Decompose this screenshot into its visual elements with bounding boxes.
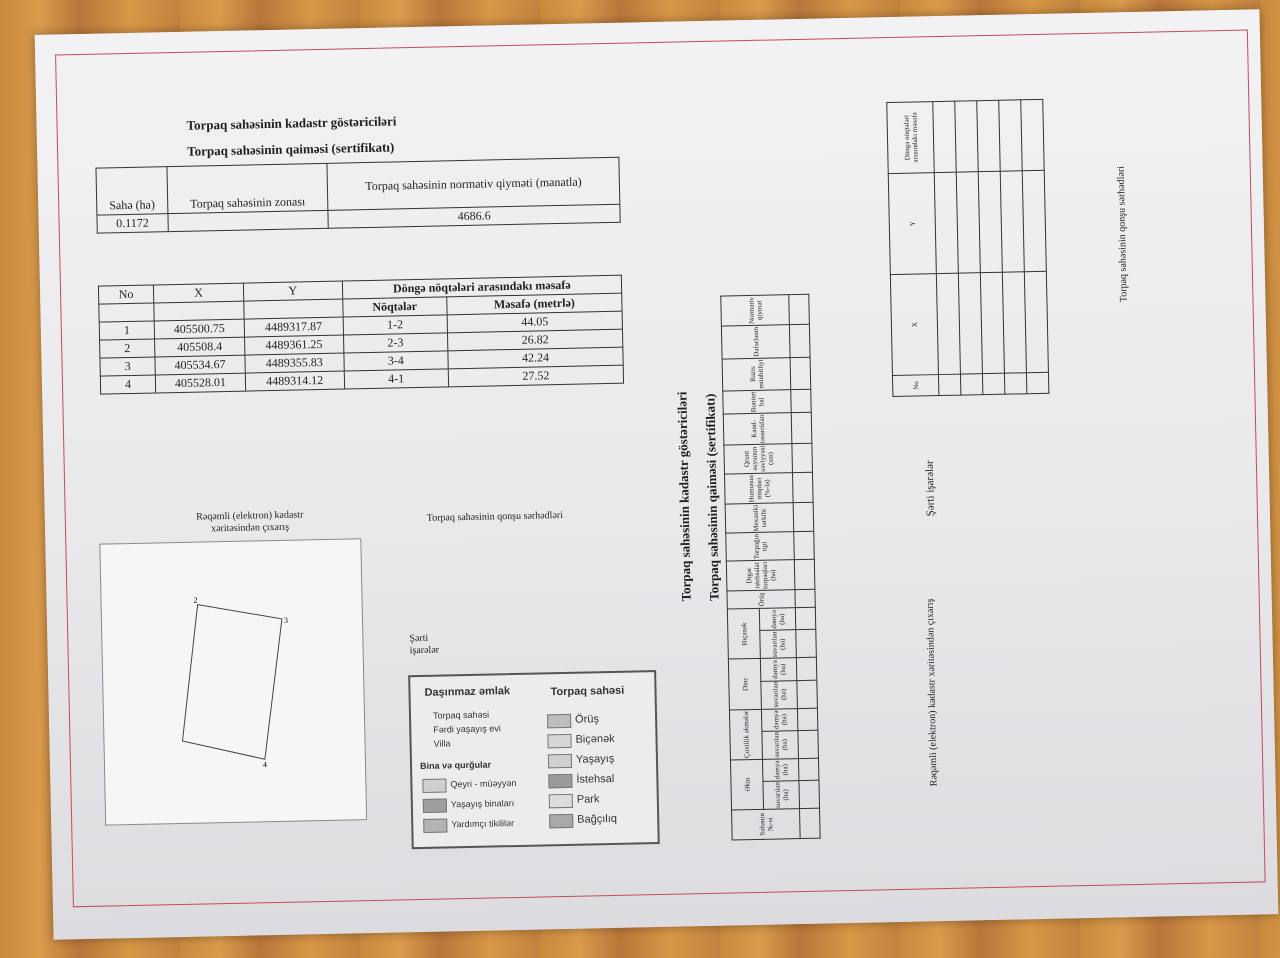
row-x: 405508.4 bbox=[155, 337, 245, 357]
legend-item: Bağçılıq bbox=[577, 812, 618, 826]
row-points: 4-1 bbox=[344, 369, 449, 389]
col-header: Torpağın tipi bbox=[726, 532, 795, 561]
row-distance: 26.82 bbox=[447, 329, 622, 351]
price-header: Torpaq sahəsinin normativ qiyməti (manatla) bbox=[327, 157, 620, 210]
sub-header: suvarılan (ha) bbox=[762, 730, 799, 759]
vertex-label: 4 bbox=[262, 760, 268, 770]
legend-item: Fərdi yaşayış evi bbox=[433, 723, 501, 735]
swatch-icon bbox=[548, 754, 572, 768]
neighbors-caption: Torpaq sahəsinin qonşu sərhədləri bbox=[426, 509, 564, 524]
legend-item: Villa bbox=[433, 738, 451, 749]
swatch-icon bbox=[423, 798, 447, 812]
coordinates-table bbox=[98, 275, 624, 395]
points-header: Nöqtələr bbox=[342, 297, 447, 317]
x-header: X bbox=[153, 283, 243, 303]
legend-caption: Şərti işarələr bbox=[409, 632, 440, 657]
right-map-caption: Rəqəmli (elektron) kadastr xəritəsindən çıxarış bbox=[924, 598, 940, 787]
col-header: Örüş bbox=[727, 590, 795, 609]
row-y: 4489317.87 bbox=[244, 317, 343, 337]
sub-header: suvarılan (ha) bbox=[761, 680, 798, 709]
sub-header: dəmyə (ha) bbox=[759, 608, 795, 631]
certificate-title: Torpaq sahəsinin qaiməsi (sertifikatı) bbox=[186, 139, 395, 159]
row-points: 2-3 bbox=[343, 333, 448, 353]
row-x: 405500.75 bbox=[154, 319, 244, 339]
row-y: 4489314.12 bbox=[245, 371, 344, 391]
legend-item: Yaşayış bbox=[575, 752, 615, 766]
right-coords-table bbox=[886, 99, 1049, 397]
no-header: No bbox=[98, 285, 153, 304]
sub-header: dəmyə (ha) bbox=[762, 758, 798, 781]
area-value: 0.1172 bbox=[97, 214, 168, 233]
col-header: Digər istehsalat torpaqları (ha) bbox=[726, 560, 795, 592]
right-neighbors-caption: Torpaq sahəsinin qonşu sərhədləri bbox=[1115, 165, 1130, 303]
right-legend-caption: Şərti işarələr bbox=[923, 460, 937, 517]
col-header: No bbox=[892, 375, 938, 397]
price-value: 4686.6 bbox=[328, 204, 620, 228]
zone-header: Torpaq sahəsinin zonası bbox=[167, 163, 329, 213]
legend-item: Yardımçı tikililər bbox=[451, 818, 515, 830]
legend-item: Park bbox=[576, 793, 600, 806]
row-distance: 27.52 bbox=[448, 365, 623, 387]
row-y: 4489355.83 bbox=[245, 353, 344, 373]
row-y: 4489361.25 bbox=[244, 335, 343, 355]
col-header: Döngə nöqtələri arasındakı məsafə bbox=[887, 102, 934, 174]
row-no: 4 bbox=[100, 375, 155, 394]
swatch-icon bbox=[548, 774, 572, 788]
row-distance: 42.24 bbox=[448, 347, 623, 369]
sub-header: dəmyə (ha) bbox=[760, 658, 796, 681]
zone-value bbox=[168, 210, 329, 231]
legend-immovable-heading: Daşınmaz əmlak bbox=[424, 685, 511, 699]
swatch-icon bbox=[423, 818, 447, 832]
legend-item: Yaşayış binaları bbox=[450, 798, 515, 810]
col-header: Bazis münbitliyi bbox=[722, 357, 791, 390]
col-header: X bbox=[890, 274, 938, 376]
meters-header: Məsafə (metrlə) bbox=[447, 293, 622, 315]
cadastre-title: Torpaq sahəsinin kadastr göstəriciləri bbox=[186, 113, 397, 133]
y-header: Y bbox=[243, 281, 342, 301]
sub-header: dəmyə (ha) bbox=[761, 708, 797, 731]
legend-item: Biçənək bbox=[575, 732, 615, 746]
col-header: Əkin bbox=[730, 759, 763, 810]
swatch-icon bbox=[422, 778, 446, 792]
legend-buildings-heading: Bina və qurğular bbox=[419, 759, 492, 772]
row-points: 3-4 bbox=[343, 351, 448, 371]
legend-box bbox=[408, 670, 660, 849]
row-x: 405534.67 bbox=[155, 355, 245, 375]
right-cadastre-title: Torpaq sahəsinin kadastr göstəriciləri bbox=[674, 391, 694, 602]
document-sheet bbox=[35, 9, 1279, 939]
col-header: Humusun miqdarı (%-lə) bbox=[725, 473, 794, 505]
legend-item: Qeyri - müəyyən bbox=[450, 778, 517, 790]
row-no: 3 bbox=[100, 357, 155, 376]
legend-land-heading: Torpaq sahəsi bbox=[550, 684, 625, 699]
col-header: Mexaniki tərkibi bbox=[725, 503, 794, 533]
col-header: Dəfərlənm bbox=[721, 325, 790, 359]
land-quality-table bbox=[720, 294, 820, 841]
sub-header: suvarılan (ha) bbox=[763, 781, 800, 810]
col-header: Bonitet bal bbox=[723, 389, 791, 414]
legend-item: Torpaq sahəsi bbox=[432, 709, 490, 721]
cadastral-map bbox=[99, 538, 367, 825]
row-distance: 44.05 bbox=[447, 311, 622, 333]
info-table bbox=[95, 157, 620, 234]
vertex-label: 2 bbox=[193, 595, 198, 605]
col-header: Kənd-təsərrüfatı bbox=[723, 413, 792, 445]
col-header: Sahənin №-si bbox=[732, 809, 801, 840]
area-header: Sahə (ha) bbox=[96, 167, 168, 215]
swatch-icon bbox=[547, 734, 571, 748]
sub-header: suvarılan (ha) bbox=[760, 630, 797, 659]
swatch-icon bbox=[549, 814, 573, 828]
col-header: Dinc bbox=[728, 659, 761, 710]
col-header: Çoxillik əkmələr bbox=[729, 709, 762, 760]
row-points: 1-2 bbox=[343, 315, 448, 335]
swatch-icon bbox=[547, 714, 571, 728]
row-no: 1 bbox=[99, 321, 154, 340]
vertex-label: 3 bbox=[283, 615, 289, 625]
parcel-outline bbox=[180, 603, 285, 761]
legend-item: İstehsal bbox=[576, 772, 615, 786]
col-header: Y bbox=[888, 173, 936, 275]
parcel-drawing bbox=[100, 539, 366, 824]
distance-header: Döngə nöqtələri arasındakı məsafə bbox=[342, 275, 622, 299]
right-certificate-title: Torpaq sahəsinin qaiməsi (sertifikatı) bbox=[702, 393, 722, 601]
swatch-icon bbox=[549, 794, 573, 808]
legend-item: Örüş bbox=[574, 713, 600, 726]
col-header: Biçənək bbox=[727, 609, 760, 660]
col-header: Normativ qiymət bbox=[721, 295, 790, 327]
col-header: Qrunt suyunun səviyyəsi (sm) bbox=[724, 443, 793, 474]
row-no: 2 bbox=[100, 339, 155, 358]
row-x: 405528.01 bbox=[155, 373, 245, 393]
map-caption: Rəqəmli (elektron) kadastr xəritəsindən çıxarış bbox=[196, 509, 304, 535]
